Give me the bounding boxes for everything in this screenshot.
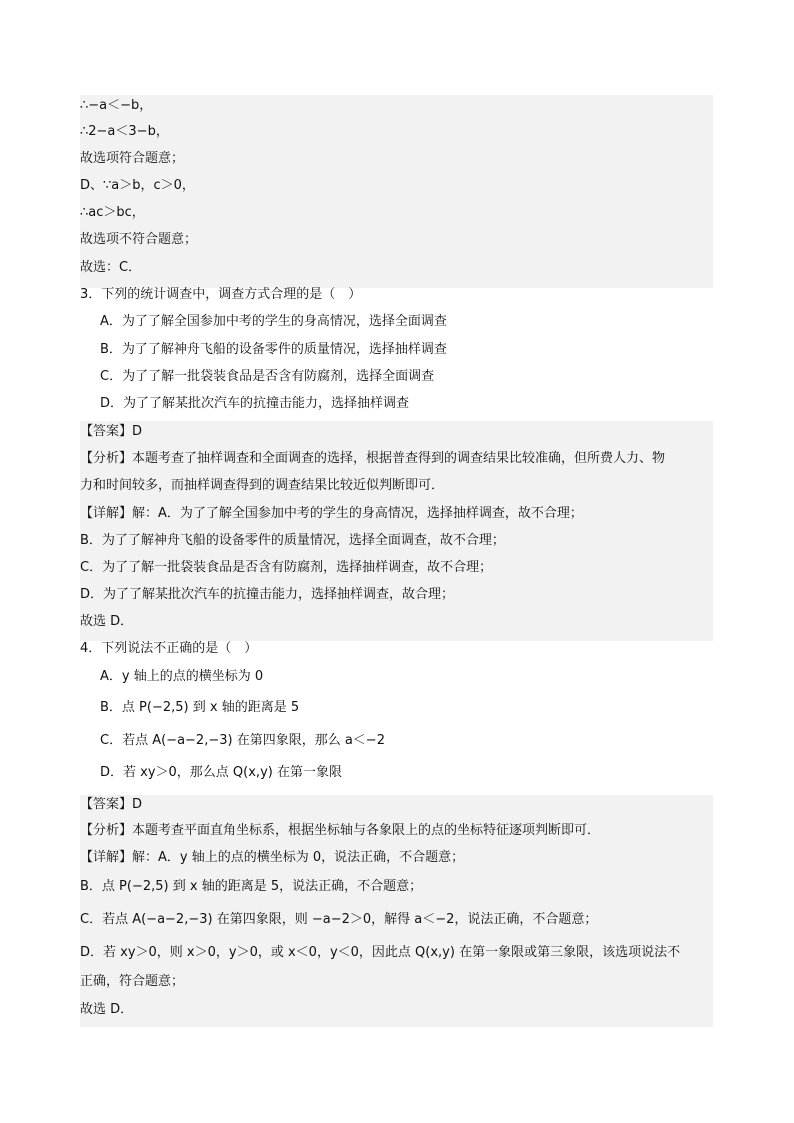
question-4-detail: D．若 xy＞0，则 x＞0，y＞0，或 x＜0，y＜0，因此点 Q(x,y) 在第一象限或第三象限，该选项说法不 [80,945,681,960]
question-3-option-b: B．为了了解神舟飞船的设备零件的质量情况，选择抽样调查 [100,342,447,357]
question-3-detail: 【详解】解：A．为了了解全国参加中考的学生的身高情况，选择抽样调查，故不合理； [80,506,583,521]
question-3-detail: D．为了了解某批次汽车的抗撞击能力，选择抽样调查，故合理； [80,587,455,602]
question-3-analysis: 【分析】本题考查了抽样调查和全面调查的选择，根据普查得到的调查结果比较准确，但所费人力、物 [80,451,666,466]
question-4-option-c: C．若点 A(−a−2,−3) 在第四象限，那么 a＜−2 [100,733,385,748]
solution-line: ∴2−a＜3−b， [80,124,169,139]
question-3-answer: 【答案】D [80,424,143,439]
question-3-option-c: C．为了了解一批袋装食品是否含有防腐剂，选择全面调查 [100,369,435,384]
question-4-detail: 正确，符合题意； [80,974,185,989]
solution-line: 故选项不符合题意； [80,232,198,247]
solution-line: 故选项符合题意； [80,151,185,166]
question-3-final: 故选 D． [80,614,134,629]
question-4-detail: B．点 P(−2,5) 到 x 轴的距离是 5，说法正确，不合题意； [80,879,423,894]
solution-line: ∴−a＜−b， [80,98,153,113]
question-3-option-a: A．为了了解全国参加中考的学生的身高情况，选择全面调查 [100,314,447,329]
solution-line: 故选：C． [80,260,142,275]
question-4-answer: 【答案】D [80,797,143,812]
question-3-detail: B．为了了解神舟飞船的设备零件的质量情况，选择全面调查，故不合理； [80,533,505,548]
solution-line: D、∵a＞b，c＞0， [80,178,195,193]
question-4-option-b: B．点 P(−2,5) 到 x 轴的距离是 5 [100,700,300,715]
question-3-analysis: 力和时间较多，而抽样调查得到的调查结果比较近似判断即可． [80,478,445,493]
question-4-final: 故选 D． [80,1002,134,1017]
question-4-option-d: D．若 xy＞0，那么点 Q(x,y) 在第一象限 [100,765,342,780]
question-3-detail: C．为了了解一批袋装食品是否含有防腐剂，选择抽样调查，故不合理； [80,560,493,575]
question-3-option-d: D．为了了解某批次汽车的抗撞击能力，选择抽样调查 [100,396,410,411]
question-4-analysis: 【分析】本题考查平面直角坐标系，根据坐标轴与各象限上的点的坐标特征逐项判断即可． [80,823,601,838]
question-3-stem: 3．下列的统计调查中，调查方式合理的是（ ） [80,287,362,302]
question-4-stem: 4．下列说法不正确的是（ ） [80,641,258,656]
question-4-detail: C．若点 A(−a−2,−3) 在第四象限，则 −a−2＞0，解得 a＜−2，说法正确，不合题意； [80,912,598,927]
question-4-detail: 【详解】解：A．y 轴上的点的横坐标为 0，说法正确，不合题意； [80,850,465,865]
question-4-option-a: A．y 轴上的点的横坐标为 0 [100,669,264,684]
solution-line: ∴ac＞bc， [80,205,145,220]
